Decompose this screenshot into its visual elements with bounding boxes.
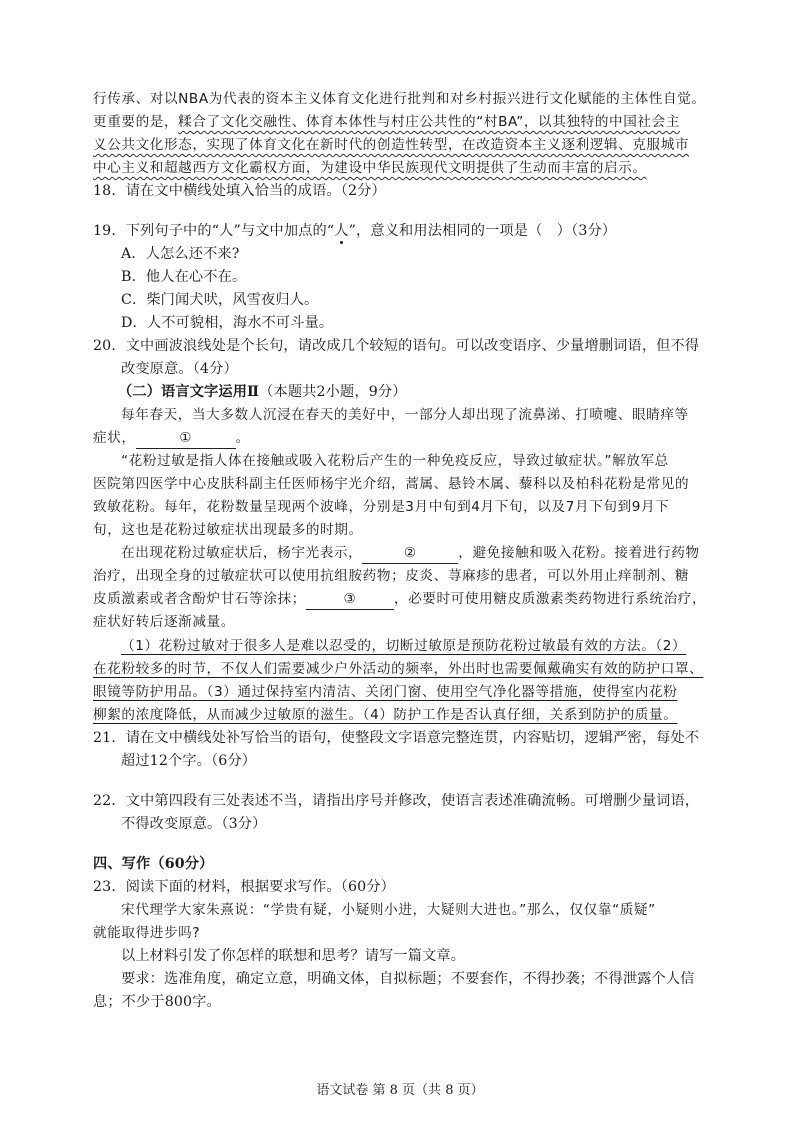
q23-material-line-2: 就能取得进步吗?: [93, 925, 201, 941]
p1-line-2-b: 。: [235, 430, 250, 446]
p2-line-4: 旬，这也是花粉过敏症状出现最多的时期。: [93, 522, 363, 538]
page-footer: 语文试卷 第 8 页（共 8 页）: [316, 1083, 484, 1098]
question-21-line-1: 21．请在文中横线处补写恰当的语句，使整段文字语意完整连贯，内容贴切，逻辑严密，每处不: [93, 730, 700, 746]
q19-stem-part-a: 19．下列句子中的“人”与文中加点的“: [93, 223, 335, 239]
p4-line-1: （1）花粉过敏对于很多人是难以忍受的，切断过敏原是预防花粉过敏最有效的方法。（2）: [121, 638, 687, 654]
question-22-line-1: 22．文中第四段有三处表述不当，请指出序号并修改，使语言表述准确流畅。可增删少量词语，: [93, 793, 700, 809]
p1-line-1: 每年春天，当大多数人沉浸在春天的美好中，一部分人却出现了流鼻涕、打喷嚏、眼睛痒等: [121, 407, 689, 423]
blank-3[interactable]: ③: [306, 589, 394, 610]
p3-line-1: [121, 543, 700, 564]
p3-line-4: 症状好转后逐渐减量。: [93, 614, 235, 630]
q23-prompt: 以上材料引发了你怎样的联想和思考？请写一篇文章。: [121, 948, 466, 964]
blank-1[interactable]: ①: [136, 428, 236, 449]
wavy-sentence-part-2: 义公共文化形态，实现了体育文化在新时代的创造性转型，在改造资本主义逐利逻辑、克服城市: [93, 137, 690, 153]
question-18: 18．请在文中横线处填入恰当的成语。（2分）: [93, 183, 386, 199]
p3-line-2: 治疗，出现全身的过敏症状可以使用抗组胺药物；皮炎、荨麻疹的患者，可以外用止痒制剂、糖: [93, 568, 690, 584]
q19-option-d: D．人不可貌相，海水不可斗量。: [121, 315, 334, 331]
question-19-stem: [93, 221, 616, 241]
p1-line-2: [93, 428, 250, 449]
q23-requirements-line-2: 息；不少于800字。: [93, 994, 221, 1010]
section-2-note: （本题共2小题，9分）: [259, 384, 407, 400]
q19-option-b: B．他人在心不在。: [121, 269, 247, 285]
q19-stem-part-b: ”，意义和用法相同的一项是（ ）（3分）: [348, 223, 617, 239]
p4-line-3: 眼镜等防护用品。（3）通过保持室内清洁、关闭门窗、使用空气净化器等措施，使得室内花粉: [93, 684, 678, 700]
p4-line-4: 柳絮的浓度降低，从而减少过敏原的滋生。（4）防护工作是否认真仔细，关系到防护的质量。: [93, 707, 678, 723]
question-22-line-2: 不得改变原意。（3分）: [121, 816, 267, 832]
p3-line-1-a: 在出现花粉过敏症状后，杨宇光表示，: [121, 545, 363, 561]
p2-line-3: 致敏花粉。每年，花粉数量呈现两个波峰，分别是3月中旬到4月下旬，以及7月下旬到9月下: [93, 499, 670, 515]
section-2-title: （二）语言文字运用Ⅱ: [118, 384, 260, 400]
passage-top-line-2: [93, 112, 680, 132]
question-20-line-1: 20．文中画波浪线处是个长句，请改成几个较短的语句。可以改变语序、少量增删词语，但不得: [93, 338, 700, 354]
q19-dotted-char: 人: [334, 223, 349, 239]
p3-line-3-a: 皮质激素或者含酚炉甘石等涂抹；: [93, 591, 306, 607]
p4-line-2: 在花粉较多的时节，不仅人们需要减少户外活动的频率，外出时也需要佩戴确实有效的防护口罩、: [93, 661, 704, 677]
blank-2[interactable]: ②: [362, 543, 458, 564]
q23-material-line-1: 宋代理学大家朱熹说：“学贵有疑，小疑则小进，大疑则大进也。”那么，仅仅靠“质疑”: [121, 902, 656, 918]
q19-option-c: C．柴门闻犬吠，风雪夜归人。: [121, 292, 319, 308]
wavy-sentence-part-1: 糅合了文化交融性、体育本体性与村庄公共性的“村BA”，以其独特的中国社会主: [178, 114, 680, 130]
question-21-line-2: 超过12个字。（6分）: [121, 753, 257, 769]
wavy-sentence-part-3: 中心主义和超越西方文化霸权方面，为建设中华民族现代文明提供了生动而丰富的启示。: [93, 160, 647, 176]
section-4-title: 四、写作（60分）: [93, 856, 214, 872]
p3-line-3: [93, 589, 706, 610]
q23-requirements-line-1: 要求：选准角度，确定立意，明确文体，自拟标题；不要套作，不得抄袭；不得泄露个人信: [121, 971, 695, 987]
question-23: 23．阅读下面的材料，根据要求写作。（60分）: [93, 879, 396, 895]
question-20-line-2: 改变原意。（4分）: [121, 361, 238, 377]
passage-top-line-2-plain: 更重要的是，: [93, 114, 179, 130]
p3-line-3-b: ，必要时可使用糖皮质激素类药物进行系统治疗，: [393, 591, 707, 607]
p2-line-2: 医院第四医学中心皮肤科副主任医师杨宇光介绍，蒿属、悬铃木属、藜科以及柏科花粉是常见的: [93, 476, 690, 492]
passage-top-line-1: 行传承、对以NBA为代表的资本主义体育文化进行批判和对乡村振兴进行文化赋能的主体性自觉。: [93, 91, 706, 107]
q19-option-a: A．人怎么还不来?: [121, 246, 240, 262]
section-2-heading: [118, 382, 407, 402]
p1-line-2-a: 症状，: [93, 430, 136, 446]
p2-line-1: “花粉过敏是指人体在接触或吸入花粉后产生的一种免疫反应，导致过敏症状。”解放军总: [121, 453, 669, 469]
p3-line-1-b: ，避免接触和吸入花粉。接着进行药物: [458, 545, 700, 561]
